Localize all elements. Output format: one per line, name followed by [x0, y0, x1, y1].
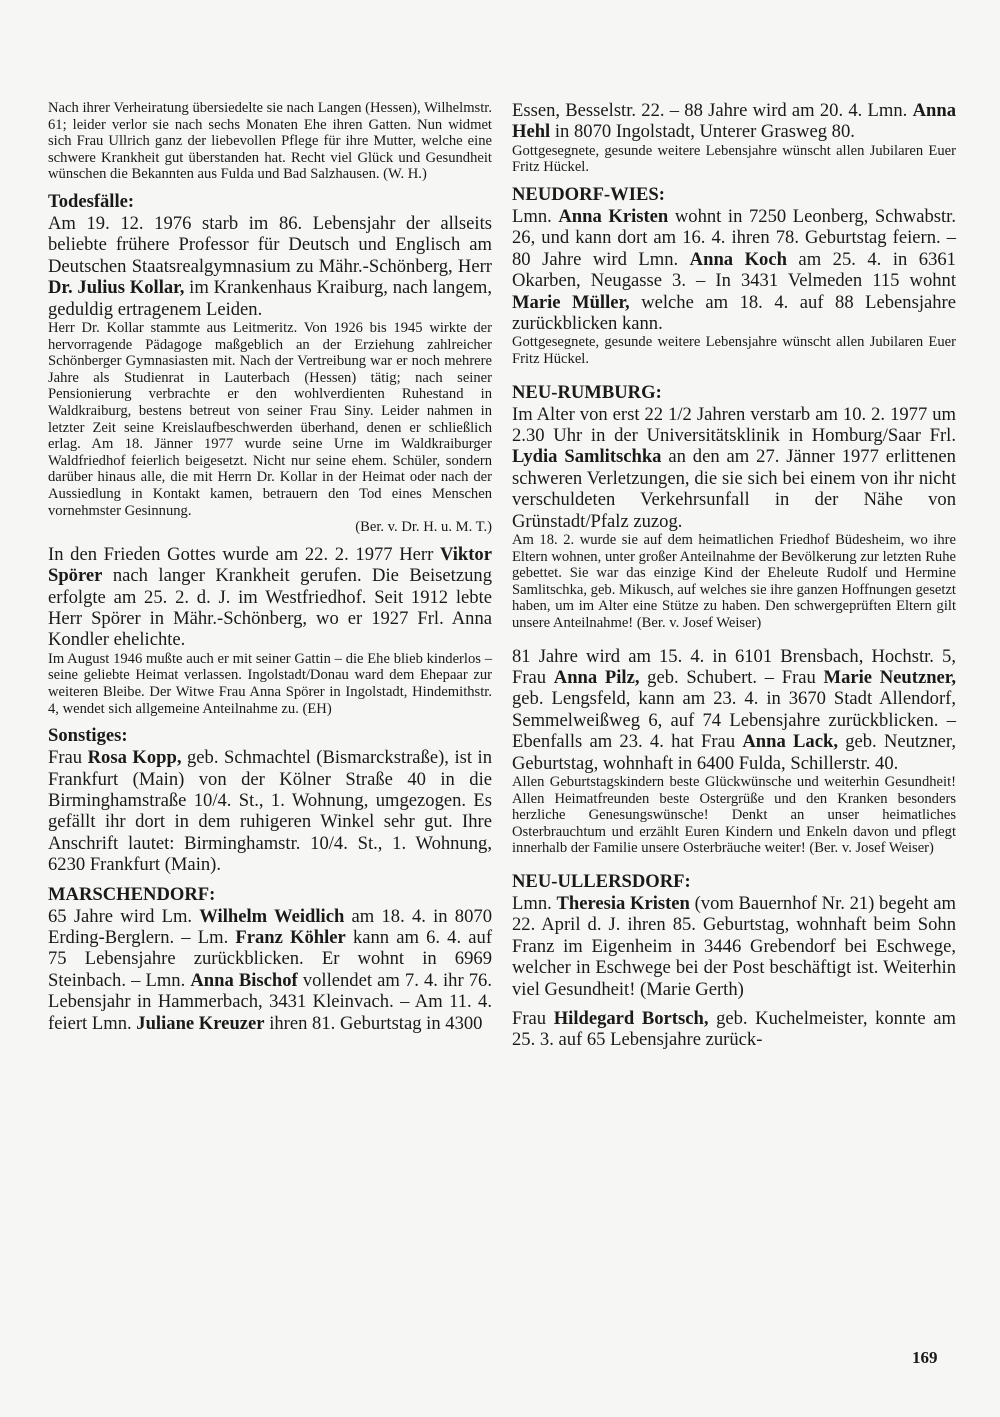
easter-greeting: Allen Geburtstagskindern beste Glückwünsche und weiterhin Gesundheit! Allen Heimatfreunden beste Ostergrüße und den Kranken besonders herzliche Genesungswünsche! Denkt an unser heimatliches Osterbrauchtum und erzählt Euren Kindern und Enkeln davon und pflegt innerhalb der Familie unsere Osterbräuche weiter! (Ber. v. Josef Weiser): [512, 774, 956, 857]
neudorf-birthdays: [512, 206, 956, 334]
person-name: Wilhelm Weidlich: [199, 905, 345, 927]
marschendorf-birthdays: [48, 906, 492, 1034]
person-name: Rosa Kopp,: [87, 747, 182, 769]
text-run: Im Alter von erst 22 1/2 Jahren verstarb am 10. 2. 1977 um 2.30 Uhr in der Universitätsklinik in Homburg/Saar Frl.: [512, 403, 956, 447]
person-name: Lydia Samlitschka: [512, 446, 662, 468]
person-name: Marie Neutzner,: [823, 667, 956, 689]
bortsch-birthday: [512, 1008, 956, 1051]
text-run: Frau: [512, 1008, 554, 1030]
text-run: an den am 27. Jänner 1977 erlittenen schweren Verletzungen, die sie sich bei einem von ihr nicht verschuldeten Verkehrsunfall in der Nähe von Grünstadt/Pfalz zuzog.: [512, 446, 956, 532]
person-name: Viktor Spörer: [48, 543, 492, 587]
text-run: geb. Neutzner, Geburtstag, wohnhaft in 6400 Fulda, Schillerstr. 40.: [512, 731, 956, 774]
person-name: Franz Köhler: [235, 926, 346, 948]
rumburg-birthdays: [512, 646, 956, 774]
text-run: geb. Schubert. – Frau: [639, 667, 824, 689]
section-heading-neu-rumburg: NEU-RUMBURG:: [512, 381, 662, 403]
section-heading-todesfaelle: Todesfälle:: [48, 190, 135, 212]
person-name: Anna Bischof: [190, 969, 298, 991]
text-run: Am 19. 12. 1976 starb im 86. Lebensjahr der allseits beliebte frühere Professor für Deutsch und Englisch am Deutschen Staatsrealgymnasium zu Mähr.-Schönberg, Herr: [48, 212, 492, 277]
jubilee-wish: Gottgesegnete, gesunde weitere Lebensjahre wünscht allen Jubilaren Euer Fritz Hückel.: [512, 142, 956, 176]
person-name: Dr. Julius Kollar,: [48, 277, 185, 299]
jubilee-wish: Gottgesegnete, gesunde weitere Lebensjahre wünscht allen Jubilaren Euer Fritz Hückel.: [512, 334, 956, 368]
right-column: [512, 100, 956, 1051]
kollar-credit: (Ber. v. Dr. H. u. M. T.): [355, 519, 492, 536]
ullersdorf-birthday: [512, 893, 956, 1000]
marschendorf-continued: [512, 100, 956, 143]
spoerer-announcement: [48, 544, 492, 651]
text-run: wohnt in 7250 Leonberg, Schwabstr. 26, und kann dort am 16. 4. ihren 78. Geburtstag feiern. – 80 Jahre wird Lmn.: [512, 206, 956, 270]
text-run: in 8070 Ingolstadt, Unterer Grasweg 80.: [550, 121, 855, 143]
person-name: Anna Lack,: [742, 731, 838, 753]
text-run: am 25. 4. in 6361 Okarben, Neugasse 3. – In 3431 Velmeden 115 wohnt: [512, 248, 956, 292]
intro-paragraph: Nach ihrer Verheiratung übersiedelte sie nach Langen (Hessen), Wilhelmstr. 61; leider verlor sie nach sechs Monaten Ehe ihren Gatten. Nun widmet sich Frau Ullrich ganz der liebevollen Pflege für ihre Mutter, welche eine schwere Krankheit gut überstanden hat. Recht viel Glück und Gesundheit wünschen die Bekannten aus Fulda und Bad Salzhausen. (W. H.): [48, 100, 492, 183]
rumburg-detail: Am 18. 2. wurde sie auf dem heimatlichen Friedhof Büdesheim, wo ihre Eltern wohnen, unter großer Anteilnahme der Bevölkerung zur letzten Ruhe gebettet. Sie war das einzige Kind der Eheleute Rudolf und Hermine Samlitschka, geb. Mikusch, auf welches sie ihre ganzen Hoffnungen gesetzt haben, um im Alter eine Stütze zu haben. Den schwergeprüften Eltern gilt unsere Anteilnahme! (Ber. v. Josef Weiser): [512, 532, 956, 632]
text-run: welche am 18. 4. auf 88 Lebensjahre zurückblicken kann.: [512, 291, 956, 335]
text-run: geb. Kuchelmeister, konnte am 25. 3. auf 65 Lebensjahre zurück-: [512, 1008, 956, 1051]
section-heading-neudorf-wies: NEUDORF-WIES:: [512, 184, 665, 205]
kopp-notice: [48, 747, 492, 875]
text-run: nach langer Krankheit gerufen. Die Beisetzung erfolgte am 25. 2. d. J. im Westfriedhof. Seit 1912 lebte Herr Spörer in Mähr.-Schönberg, wo er 1927 Frl. Anna Kondler ehelichte.: [48, 565, 492, 651]
text-run: am 18. 4. in 8070 Erding-Berglern. – Lm.: [48, 905, 492, 948]
text-run: Lmn.: [512, 206, 559, 227]
person-name: Juliane Kreuzer: [136, 1012, 265, 1034]
person-name: Anna Hehl: [512, 100, 956, 143]
rumburg-announcement: [512, 404, 956, 532]
person-name: Hildegard Bortsch,: [553, 1008, 709, 1030]
section-heading-marschendorf: MARSCHENDORF:: [48, 883, 216, 905]
kollar-announcement: [48, 213, 492, 320]
text-run: im Krankenhaus Kraiburg, nach langem, geduldig ertragenem Leiden.: [48, 277, 492, 320]
text-run: geb. Lengsfeld, kann am 23. 4. in 3670 Stadt Allendorf, Semmelweißweg 6, auf 74 Lebensjahre zurückblicken. – Ebenfalls am 23. 4. hat Frau: [512, 688, 956, 753]
section-heading-sonstiges: Sonstiges:: [48, 725, 128, 747]
person-name: Marie Müller,: [512, 291, 630, 313]
person-name: Anna Pilz,: [553, 667, 640, 689]
section-heading-neu-ullersdorf: NEU-ULLERSDORF:: [512, 871, 691, 893]
spoerer-detail: Im August 1946 mußte auch er mit seiner Gattin – die Ehe blieb kinderlos – seine geliebte Heimat verlassen. Ingolstadt/Donau ward dem Ehepaar zur weiteren Bleibe. Der Witwe Frau Anna Spörer in Ingolstadt, Hindemithstr. 4, wendet sich allgemeine Anteilnahme zu. (EH): [48, 650, 492, 717]
text-run: kann am 6. 4. auf 75 Lebensjahre zurückblicken. Er wohnt in 6969 Steinbach. – Lmn.: [48, 926, 493, 991]
left-column: [48, 100, 492, 1034]
person-name: Anna Kristen: [558, 206, 669, 227]
text-run: In den Frieden Gottes wurde am 22. 2. 1977 Herr: [48, 543, 440, 565]
text-run: 81 Jahre wird am 15. 4. in 6101 Brensbach, Hochstr. 5, Frau: [512, 645, 956, 689]
text-run: 65 Jahre wird Lm.: [48, 905, 200, 927]
text-run: ihren 81. Geburtstag in 4300: [264, 1012, 483, 1034]
text-run: Lmn.: [512, 893, 557, 915]
text-run: Essen, Besselstr. 22. – 88 Jahre wird am 20. 4. Lmn.: [512, 100, 913, 121]
text-run: vollendet am 7. 4. ihr 76. Lebensjahr in Hammerbach, 3431 Kleinvach. – Am 11. 4. feiert Lmn.: [48, 969, 492, 1034]
text-run: geb. Schmachtel (Bismarckstraße), ist in Frankfurt (Main) von der Kölner Straße 40 in die Birminghamstraße 10/4. St., 1. Wohnung, umgezogen. Es gefällt ihr dort in dem ruhigeren Winkel sehr gut. Ihre Anschrift lautet: Birminghamstr. 10/4. St., 1. Wohnung, 6230 Frankfurt (Main).: [48, 747, 493, 876]
person-name: Theresia Kristen: [556, 893, 690, 915]
person-name: Anna Koch: [689, 248, 787, 270]
kollar-detail: Herr Dr. Kollar stammte aus Leitmeritz. Von 1926 bis 1945 wirkte der hervorragende Pädagoge maßgeblich an der Erziehung zahlreicher Schönberger Gymnasiasten mit. Nach der Vertreibung war er noch mehrere Jahre als Studienrat in Lauterbach (Hessen) tätig; nach seiner Pensionierung verbrachte er den wohlverdienten Ruhestand in Waldkraiburg, bestens betreut von seiner Frau Siny. Leider nahmen in letzter Zeit seine Kreislaufbeschwerden überhand, denen er schließlich erlag. Am 18. Jänner 1977 wurde seine Urne im Waldkraiburger Waldfriedhof feierlich beigesetzt. Nicht nur seine ehem. Schüler, sondern darüber hinaus alle, die mit Herrn Dr. Kollar in der Heimat oder nach der Aussiedlung in Kontakt kamen, betrauern den Tod eines Menschen vornehmster Gesinnung.: [48, 320, 492, 519]
text-run: (vom Bauernhof Nr. 21) begeht am 22. April d. J. ihren 85. Geburtstag, wohnhaft beim Sohn Franz im Eigenheim in 3446 Grebendorf bei Eschwege, welcher in Eschwege bei der Post beschäftigt ist. Weiterhin viel Gesundheit! (Marie Gerth): [512, 893, 956, 1000]
text-run: Frau: [48, 747, 88, 769]
page-number: 169: [912, 1348, 938, 1367]
